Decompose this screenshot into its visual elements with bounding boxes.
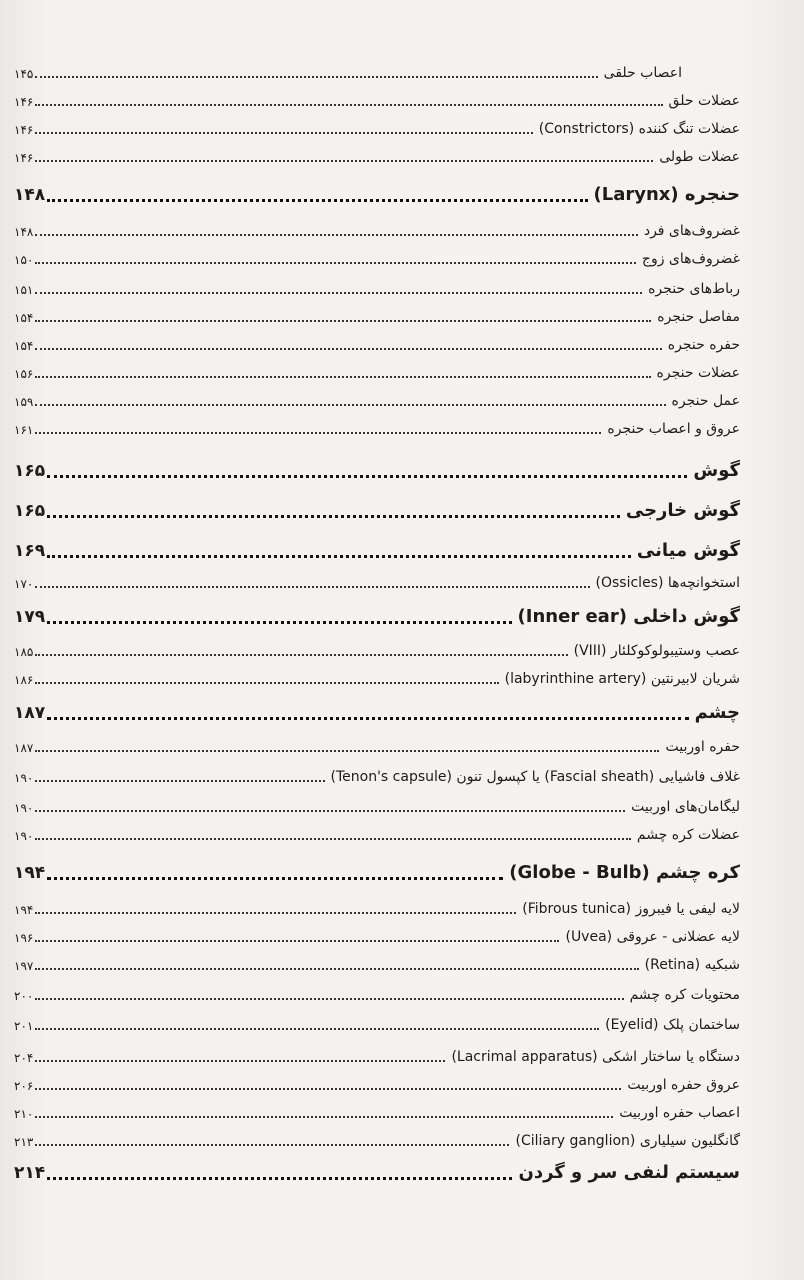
dot-leader [35, 292, 642, 294]
toc-entry [14, 670, 740, 688]
toc-entry-title: مفاصل حنجره [657, 309, 740, 325]
dot-leader [35, 654, 567, 656]
toc-entry [14, 1132, 740, 1150]
toc-entry [14, 900, 740, 918]
toc-entry-page: ۱۹۰ [14, 771, 34, 785]
toc-heading-title: گوش میانی [636, 540, 740, 561]
toc-entry-page: ۱۸۷ [14, 741, 34, 755]
toc-entry-title: اعصاب حلقی [603, 65, 682, 81]
toc-entry [14, 92, 740, 110]
toc-entry-title: لیگامان‌های اوربیت [631, 799, 740, 815]
dot-leader [35, 76, 597, 78]
toc-entry-title: عروق و اعصاب حنجره [607, 421, 740, 437]
toc-entry-title: حفره اوربیت [665, 739, 740, 755]
dot-leader [35, 968, 638, 970]
dot-leader [35, 160, 653, 162]
toc-section-heading [14, 500, 740, 522]
toc-entry [14, 574, 740, 592]
dot-leader [47, 555, 631, 558]
toc-entry [14, 768, 740, 786]
toc-entry [14, 392, 740, 410]
toc-entry-title: شریان لابیرنتین (labyrinthine artery) [504, 671, 740, 687]
toc-section-heading [14, 862, 740, 884]
toc-entry-title: عضلات تنگ کننده (Constrictors) [538, 121, 740, 137]
toc-entry-title: گانگلیون سیلیاری (Ciliary ganglion) [515, 1133, 740, 1149]
toc-entry-title: لایه لیفی یا فیبروز (Fibrous tunica) [522, 901, 740, 917]
dot-leader [35, 940, 559, 942]
dot-leader [47, 515, 620, 518]
toc-entry-title: محتویات کره چشم [629, 987, 740, 1003]
toc-entry [14, 986, 740, 1004]
toc-entry [14, 956, 740, 974]
dot-leader [47, 475, 687, 478]
toc-heading-page: ۱۷۹ [14, 607, 46, 627]
toc-entry-page: ۱۷۰ [14, 577, 34, 591]
dot-leader [35, 320, 651, 322]
toc-entry-page: ۱۵۹ [14, 395, 34, 409]
dot-leader [35, 750, 659, 752]
toc-entry [14, 798, 740, 816]
toc-entry [14, 826, 740, 844]
toc-section-heading [14, 184, 740, 206]
toc-entry-page: ۱۴۶ [14, 151, 34, 165]
toc-entry [14, 280, 740, 298]
toc-entry-page: ۱۵۱ [14, 283, 34, 297]
toc-entry-page: ۱۴۸ [14, 225, 34, 239]
toc-entry-title: عضلات حلق [668, 93, 740, 109]
toc-entry-title: لایه عضلانی - عروقی (Uvea) [565, 929, 740, 945]
dot-leader [35, 586, 589, 588]
toc-entry-page: ۲۱۰ [14, 1107, 34, 1121]
toc-heading-page: ۱۸۷ [14, 703, 46, 723]
dot-leader [35, 262, 636, 264]
dot-leader [35, 810, 625, 812]
toc-entry-title: عروق حفره اوربیت [627, 1077, 740, 1093]
toc-heading-title: حنجره (Larynx) [593, 184, 740, 205]
toc-heading-title: گوش داخلی (Inner ear) [517, 606, 740, 627]
dot-leader [47, 199, 587, 202]
toc-entry [14, 336, 740, 354]
dot-leader [35, 682, 498, 684]
toc-entry [14, 738, 740, 756]
dot-leader [35, 1116, 613, 1118]
toc-entry-page: ۱۸۶ [14, 673, 34, 687]
dot-leader [47, 877, 503, 880]
toc-entry [14, 420, 740, 438]
toc-entry-page: ۱۴۶ [14, 123, 34, 137]
toc-entry-page: ۱۸۵ [14, 645, 34, 659]
toc-entry [14, 1048, 740, 1066]
toc-entry-title: حفره حنجره [667, 337, 740, 353]
toc-heading-page: ۲۱۴ [14, 1163, 46, 1183]
toc-heading-title: چشم [694, 702, 740, 723]
toc-entry [14, 148, 740, 166]
toc-entry-page: ۱۵۴ [14, 311, 34, 325]
toc-entry-title: عمل حنجره [671, 393, 740, 409]
toc-entry-page: ۱۹۰ [14, 801, 34, 815]
toc-entry-page: ۲۱۳ [14, 1135, 34, 1149]
dot-leader [35, 104, 662, 106]
toc-heading-page: ۱۹۴ [14, 863, 46, 883]
dot-leader [35, 404, 665, 406]
toc-heading-title: گوش [693, 460, 740, 481]
toc-entry [14, 1016, 740, 1034]
toc-entry-page: ۱۶۱ [14, 423, 34, 437]
toc-entry-title: اعصاب حفره اوربیت [619, 1105, 740, 1121]
toc-heading-title: سیستم لنفی سر و گردن [518, 1162, 740, 1183]
dot-leader [35, 1060, 445, 1062]
toc-entry-page: ۱۹۰ [14, 829, 34, 843]
toc-heading-title: گوش خارجی [625, 500, 740, 521]
toc-entry [14, 308, 740, 326]
toc-heading-page: ۱۴۸ [14, 185, 46, 205]
toc-section-heading [14, 1162, 740, 1184]
toc-entry-page: ۱۹۶ [14, 931, 34, 945]
toc-entry [14, 120, 740, 138]
toc-entry-title: عصب وستیبولوکوکلئار (VIII) [573, 643, 740, 659]
toc-entry [14, 250, 740, 268]
toc-entry [14, 1076, 740, 1094]
dot-leader [35, 132, 532, 134]
toc-entry-page: ۱۵۴ [14, 339, 34, 353]
toc-heading-title: کره چشم (Globe - Bulb) [509, 862, 740, 883]
toc-entry-page: ۱۴۶ [14, 95, 34, 109]
dot-leader [35, 376, 650, 378]
toc-entry-title: عضلات طولی [659, 149, 740, 165]
toc-entry [14, 1104, 740, 1122]
toc-section-heading [14, 702, 740, 724]
toc-entry [14, 64, 682, 82]
dot-leader [35, 432, 601, 434]
toc-entry-title: عضلات کره چشم [636, 827, 740, 843]
toc-entry-page: ۲۰۴ [14, 1051, 34, 1065]
toc-entry [14, 642, 740, 660]
toc-entry-title: عضلات حنجره [656, 365, 740, 381]
dot-leader [35, 998, 623, 1000]
dot-leader [47, 717, 688, 720]
dot-leader [35, 1028, 599, 1030]
toc-entry-title: شبکیه (Retina) [644, 957, 740, 973]
toc-entry-page: ۱۹۷ [14, 959, 34, 973]
dot-leader [35, 1144, 509, 1146]
toc-entry-title: استخوانچه‌ها (Ossicles) [595, 575, 740, 591]
dot-leader [35, 348, 661, 350]
toc-entry-page: ۲۰۶ [14, 1079, 34, 1093]
dot-leader [35, 1088, 621, 1090]
toc-heading-page: ۱۶۹ [14, 541, 46, 561]
dot-leader [35, 234, 637, 236]
toc-entry-title: غضروف‌های فرد [643, 223, 740, 239]
dot-leader [47, 621, 511, 624]
toc-heading-page: ۱۶۵ [14, 501, 46, 521]
toc-section-heading [14, 540, 740, 562]
toc-entry-page: ۱۴۵ [14, 67, 34, 81]
dot-leader [35, 838, 631, 840]
toc-section-heading [14, 460, 740, 482]
dot-leader [35, 912, 516, 914]
toc-entry [14, 364, 740, 382]
toc-entry-title: دستگاه یا ساختار اشکی (Lacrimal apparatus) [451, 1049, 740, 1065]
toc-entry [14, 222, 740, 240]
toc-entry-page: ۱۵۰ [14, 253, 34, 267]
dot-leader [47, 1177, 512, 1180]
toc-entry-title: غلاف فاشیایی (Fascial sheath) یا کپسول تنون (Tenon's capsule) [330, 769, 740, 785]
toc-entry-page: ۲۰۱ [14, 1019, 34, 1033]
toc-entry-page: ۱۵۶ [14, 367, 34, 381]
toc-entry-page: ۱۹۴ [14, 903, 34, 917]
toc-entry [14, 928, 740, 946]
toc-entry-title: ساختمان پلک (Eyelid) [605, 1017, 740, 1033]
toc-section-heading [14, 606, 740, 628]
toc-entry-title: غضروف‌های زوج [641, 251, 740, 267]
toc-heading-page: ۱۶۵ [14, 461, 46, 481]
toc-entry-page: ۲۰۰ [14, 989, 34, 1003]
toc-entry-title: رباط‌های حنجره [648, 281, 740, 297]
dot-leader [35, 780, 324, 782]
